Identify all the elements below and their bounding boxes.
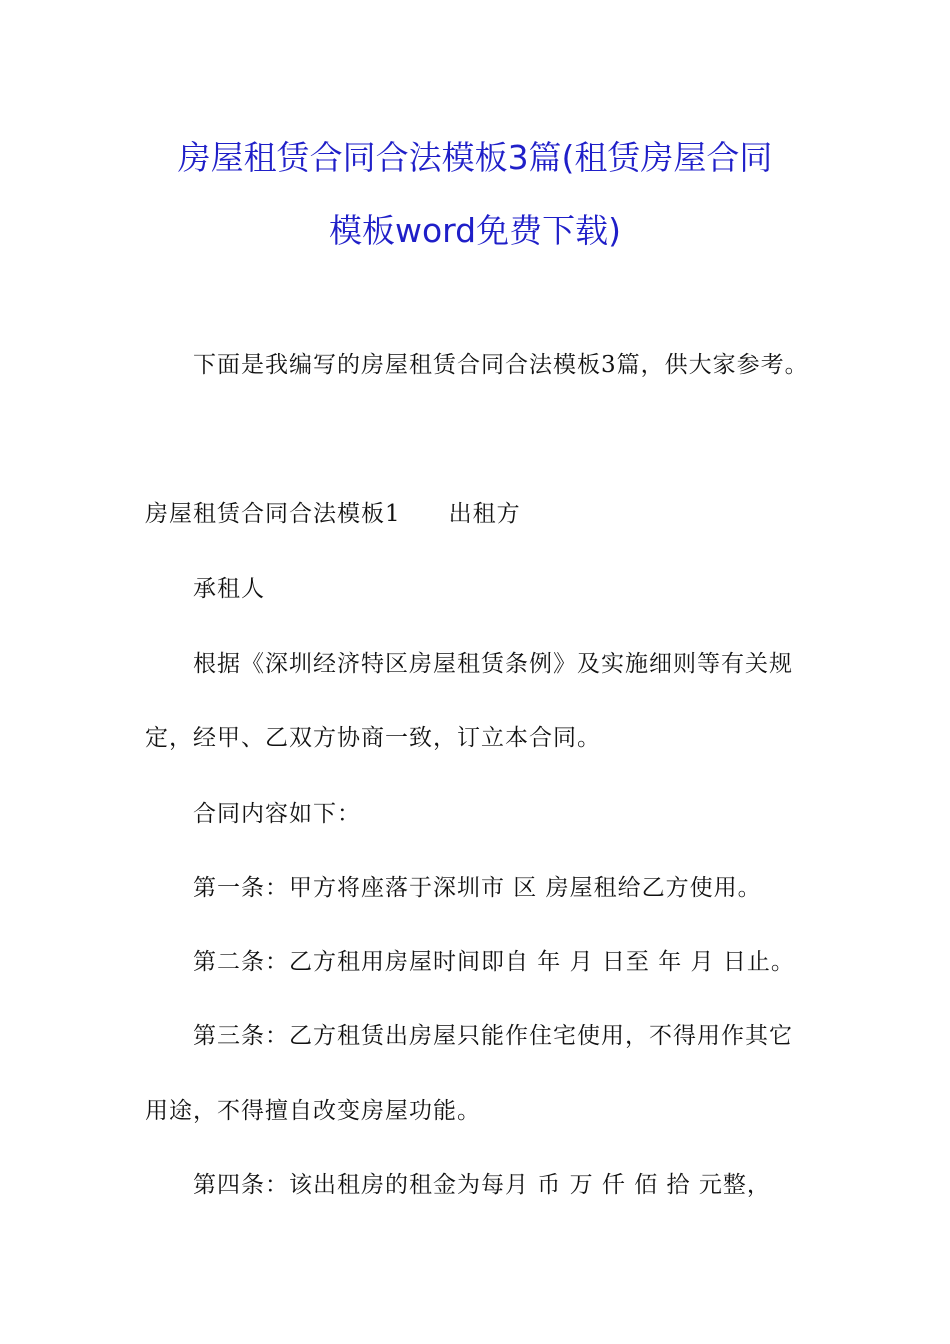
section-heading-row <box>145 495 521 528</box>
article-2: 第二条：乙方租用房屋时间即自 年 月 日至 年 月 日止。 <box>193 949 795 975</box>
lessee-label: 承租人 <box>193 576 265 602</box>
document-title-line-2: 模板word免费下载) <box>329 211 621 250</box>
article-3-line-2: 用途，不得擅自改变房屋功能。 <box>145 1098 481 1124</box>
article-1: 第一条：甲方将座落于深圳市 区 房屋租给乙方使用。 <box>193 875 762 901</box>
article-3-line-1: 第三条：乙方租赁出房屋只能作住宅使用，不得用作其它 <box>193 1023 793 1049</box>
contents-intro: 合同内容如下： <box>193 801 361 827</box>
article-4-line-1: 第四条：该出租房的租金为每月 币 万 仟 佰 拾 元整， <box>193 1172 771 1198</box>
basis-paragraph-line-1: 根据《深圳经济特区房屋租赁条例》及实施细则等有关规 <box>193 651 793 677</box>
document-title-line-1: 房屋租赁合同合法模板3篇(租赁房屋合同 <box>177 138 773 177</box>
section-heading: 房屋租赁合同合法模板1 <box>145 501 401 527</box>
basis-paragraph-line-2: 定，经甲、乙双方协商一致，订立本合同。 <box>145 725 601 751</box>
intro-paragraph: 下面是我编写的房屋租赁合同合法模板3篇，供大家参考。 <box>193 352 809 378</box>
lessor-label: 出租方 <box>448 501 521 527</box>
